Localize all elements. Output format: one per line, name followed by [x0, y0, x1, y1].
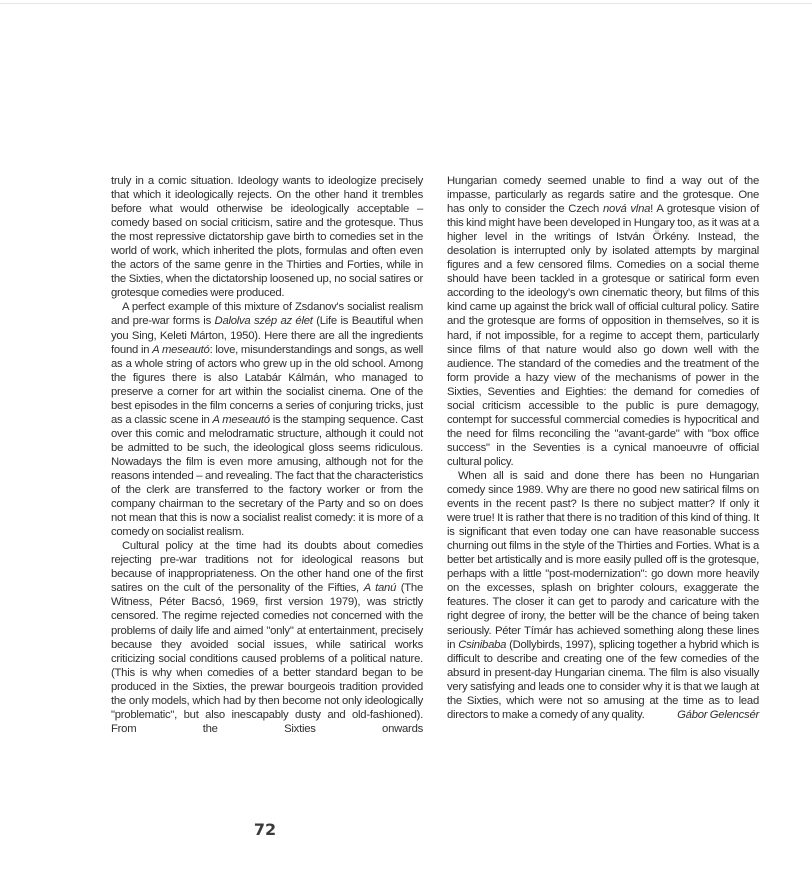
text-run: : love, misunderstandings and songs, as well as a whole string of actors who grew up in the old school. Among the figures there is also Latabár Kálmán, who managed to preserve a corner for art within the socialist cinema. One of the best episodes in the film concerns a series of conjuring tricks, just as a classic scene in: [111, 343, 423, 426]
left-paragraph-1: truly in a comic situation. Ideology wants to ideologize precisely that which it ideologically rejects. On the other hand it trembles before what would otherwise be ideologically acceptable – comedy based on social criticism, satire and the grotesque. Thus the most repressive dictatorship gave birth to comedies set in the world of work, which inherited the plots, formulas and often even the actors of the same genre in the Thirties and Forties, while in the Sixties, when the dictatorship loosened up, no social satires or grotesque comedies were produced.: [111, 175, 423, 300]
film-title: A meseautó: [152, 343, 210, 356]
left-column: [111, 174, 423, 736]
left-paragraph-3: [111, 539, 423, 736]
text-run: (Life is Beautiful when you Sing, Keleti Márton, 1950). Here there are all the ingredients found in: [111, 315, 423, 356]
film-title: Dalolva szép az élet: [214, 315, 313, 328]
right-column: [447, 174, 759, 722]
text-run: A perfect example of this mixture of Zsdanov's socialist realism and pre-war forms is: [111, 301, 423, 328]
film-title: Csinibaba: [458, 638, 507, 651]
page-number: 72: [253, 820, 277, 839]
film-title: A tanú: [363, 582, 397, 595]
author-signature: Gábor Gelencsér: [677, 708, 759, 721]
text-run: Cultural policy at the time had its doubts about comedies rejecting pre-war traditions not for ideological reasons but because of inappropriateness. On the other hand one of the first satires on the cult of the personality of the Fifties,: [111, 540, 423, 595]
right-paragraph-2: [447, 469, 759, 722]
text-run: (Dollybirds, 1997), splicing together a hybrid which is difficult to describe and creating one of the few comedies of the absurd in present-day Hungarian cinema. The film is also visually very satisfying and leads one to consider why it is that we laugh at the Sixties, which were not so amusing at the time as to lead directors to make a comedy of any quality.: [447, 638, 760, 721]
film-title: A meseautó: [212, 413, 270, 426]
left-paragraph-2: [111, 300, 423, 539]
film-movement: nová vlna: [603, 203, 651, 216]
text-run: Hungarian comedy seemed unable to find a way out of the impasse, particularly as regards satire and the grotesque. One has only to consider the Czech: [447, 175, 759, 216]
right-paragraph-1: [447, 174, 759, 469]
text-run: is the stamping sequence. Cast over this comic and melodramatic structure, although it could not be admitted to be such, the ideological gloss seems ridiculous. Nowadays the film is even more amusing, although not for the reasons intended – and revealing. The fact that the characteristics of the clerk are transferred to the factory worker or from the company chairman to the secretary of the Party and so on does not mean that this is now a socialist realist comedy: it is more of a comedy on socialist realism.: [111, 413, 423, 539]
text-run: ! A grotesque vision of this kind might have been developed in Hungary too, as it was at a higher level in the writings of István Örkény. Instead, the desolation is interrupted only by isolated attempts by marginal figures and a few censored films. Comedies on a social theme should have been tackled in a grotesque or satirical form even according to the ideology's own cinematic theory, but films of this kind came up against the brick wall of official cultural policy. Satire and the grotesque are forms of opposition in themselves, so it is hard, if not impossible, for a regime to accept them, particularly since films of that nature would also go down well with the audience. The standard of the comedies and the treatment of the form provide a hazy view of the mechanisms of power in the Sixties, Seventies and Eighties: the demand for comedies of social criticism accessible to the public is pure demagogy, contempt for successful commercial comedies is hypocritical and the need for films reconciling the "avant-garde" with "box office success" in the Seventies is a cynical manoeuvre of official cultural policy.: [447, 203, 760, 468]
text-run: When all is said and done there has been no Hungarian comedy since 1989. Why are there no good new satirical films on events in the recent past? Is there no subject matter? If only it were true! It is rather that there is no tradition of this kind of thing. It is significant that even today one can have reasonable success churning out films in the style of the Thirties and Forties. What is a better bet artistically and is more easily pulled off is the grotesque, perhaps with a little "post-modernization": go down more heavily on the excesses, splash on brighter colours, exaggerate the features. The closer it can get to parody and caricature with the right degree of irony, the better will be the chance of being taken seriously. Péter Tímár has achieved something along these lines in: [447, 469, 759, 651]
text-run: (The Witness, Péter Bacsó, 1969, first version 1979), was strictly censored. The regime rejected comedies not concerned with the problems of daily life and aimed "only" at entertainment, precisely because they avoided social issues, while satirical works criticizing social conditions caused problems of a political nature. (This is why when comedies of a better standard began to be produced in the Sixties, the prewar bourgeois tradition provided the only models, which had by then become not only ideologically "problematic", but also inescapably dusty and old-fashioned). From the Sixties onwards: [111, 582, 423, 735]
top-rule: [0, 3, 812, 4]
